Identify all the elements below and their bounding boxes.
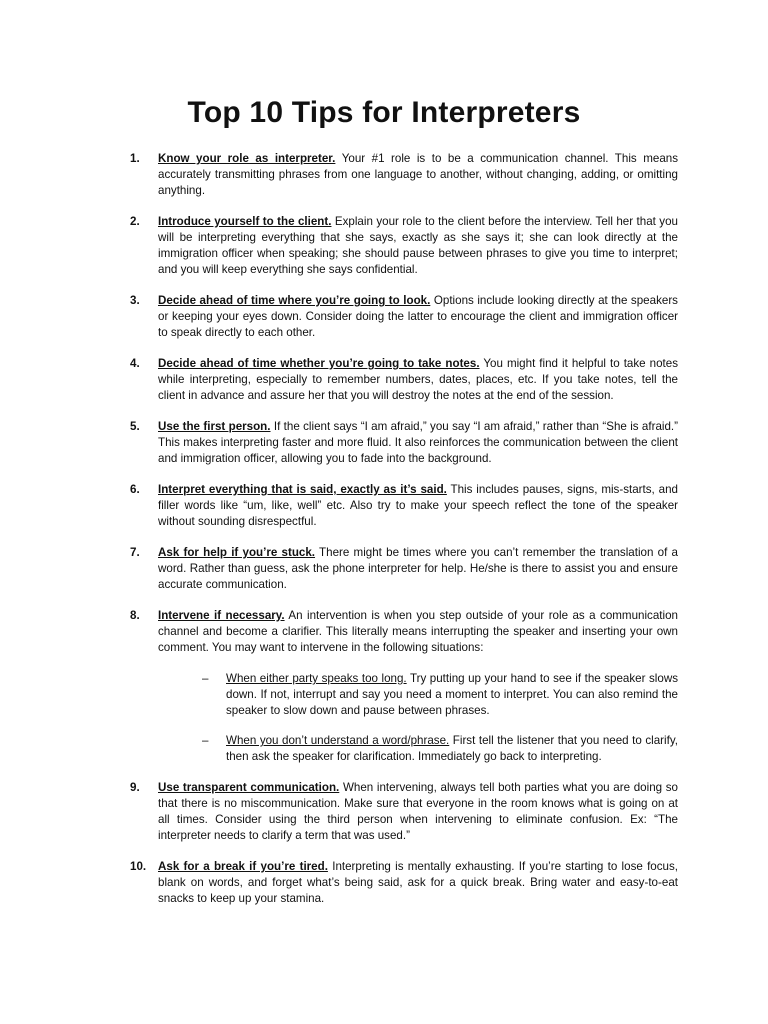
sub-text: Try putting up your hand to see if the speaker slows down. If not, interrupt and say you need a moment to interpret. You can also remind the speaker to slow down and pause between phrases. — [226, 672, 678, 717]
tip-text: There might be times where you can’t remember the translation of a word. Rather than guess, ask the phone interpreter for help. He/she is there to assist you and ensure accurate communication. — [158, 546, 678, 591]
tip-heading: Intervene if necessary. — [158, 609, 285, 622]
tip-item — [130, 482, 678, 530]
tip-heading: Interpret everything that is said, exactly as it’s said. — [158, 483, 447, 496]
dash-bullet: – — [202, 734, 209, 747]
tip-heading: Know your role as interpreter. — [158, 152, 336, 165]
tip-number: 1. — [130, 152, 140, 165]
sub-text: First tell the listener that you need to clarify, then ask the speaker for clarification. Immediately go back to interpreting. — [226, 734, 678, 763]
sub-item — [158, 733, 678, 765]
tip-item — [130, 780, 678, 844]
dash-bullet: – — [202, 672, 209, 685]
tip-text: Options include looking directly at the speakers or keeping your eyes down. Consider doing the latter to encourage the client and immigration officer to speak directly to each other. — [158, 294, 678, 339]
tip-text: Interpreting is mentally exhausting. If you’re starting to lose focus, blank on words, and forget what’s being said, ask for a quick break. Bring water and easy-to-eat snacks to keep up your stamina. — [158, 860, 679, 905]
tip-heading: Use the first person. — [158, 420, 271, 433]
tip-text: Explain your role to the client before the interview. Tell her that you will be interpreting everything that she says, exactly as she says it; she can look directly at the immigration officer when speaking; she should pause between phrases to give you time to interpret; and you will keep everything she says confidential. — [158, 215, 678, 276]
tip-heading: Use transparent communication. — [158, 781, 340, 794]
tip-text: When intervening, always tell both parties what you are doing so that there is no miscommunication. Make sure that everyone in the room knows what is going on at all times. Consider using the third person when intervening to eliminate confusion. Ex: “The interpreter needs to clarify a term that was used.” — [158, 781, 678, 842]
tip-heading: Ask for a break if you’re tired. — [158, 860, 328, 873]
tip-number: 6. — [130, 483, 140, 496]
tip-heading: Introduce yourself to the client. — [158, 215, 332, 228]
tip-number: 2. — [130, 215, 140, 228]
tip-item — [130, 214, 678, 278]
tip-heading: Decide ahead of time whether you’re going to take notes. — [158, 357, 480, 370]
tip-heading: Ask for help if you’re stuck. — [158, 546, 316, 559]
sub-item — [158, 671, 678, 719]
tip-text: You might find it helpful to take notes while interpreting, especially to remember numbers, dates, places, etc. If you take notes, tell the client in advance and assure her that you will destroy the notes at the end of the session. — [158, 357, 678, 402]
tip-item — [130, 859, 678, 907]
tip-number: 8. — [130, 609, 140, 622]
document-title: Top 10 Tips for Interpreters — [187, 96, 581, 129]
tips-list — [130, 151, 678, 922]
tip-number: 9. — [130, 781, 140, 794]
sub-heading: When you don’t understand a word/phrase. — [226, 734, 450, 747]
tip-item — [130, 608, 678, 765]
sub-heading: When either party speaks too long. — [226, 672, 407, 685]
tip-text: An intervention is when you step outside of your role as a communication channel and become a clarifier. This literally means interrupting the speaker and inserting your own comment. You may want to intervene in the following situations: — [158, 609, 678, 654]
tip-item — [130, 151, 678, 199]
tip-number: 5. — [130, 420, 140, 433]
tip-number: 4. — [130, 357, 140, 370]
tip-number: 7. — [130, 546, 140, 559]
tip-text: Your #1 role is to be a communication channel. This means accurately transmitting phrases from one language to another, without changing, adding, or omitting anything. — [158, 152, 679, 197]
tip-text: This includes pauses, signs, mis-starts, and filler words like “um, like, well” etc. Also try to make your speech reflect the tone of the speaker without sounding disrespectful. — [158, 483, 678, 528]
tip-text: If the client says “I am afraid,” you say “I am afraid,” rather than “She is afraid.” This makes interpreting faster and more fluid. It also reinforces the communication between the client and immigration officer, allowing you to fade into the background. — [158, 420, 678, 465]
tip-item — [130, 356, 678, 404]
tip-number: 3. — [130, 294, 140, 307]
tip-item — [130, 419, 678, 467]
tip-item — [130, 293, 678, 341]
sub-list — [158, 671, 678, 765]
tip-item — [130, 545, 678, 593]
tip-number: 10. — [130, 860, 147, 873]
tip-heading: Decide ahead of time where you’re going to look. — [158, 294, 431, 307]
